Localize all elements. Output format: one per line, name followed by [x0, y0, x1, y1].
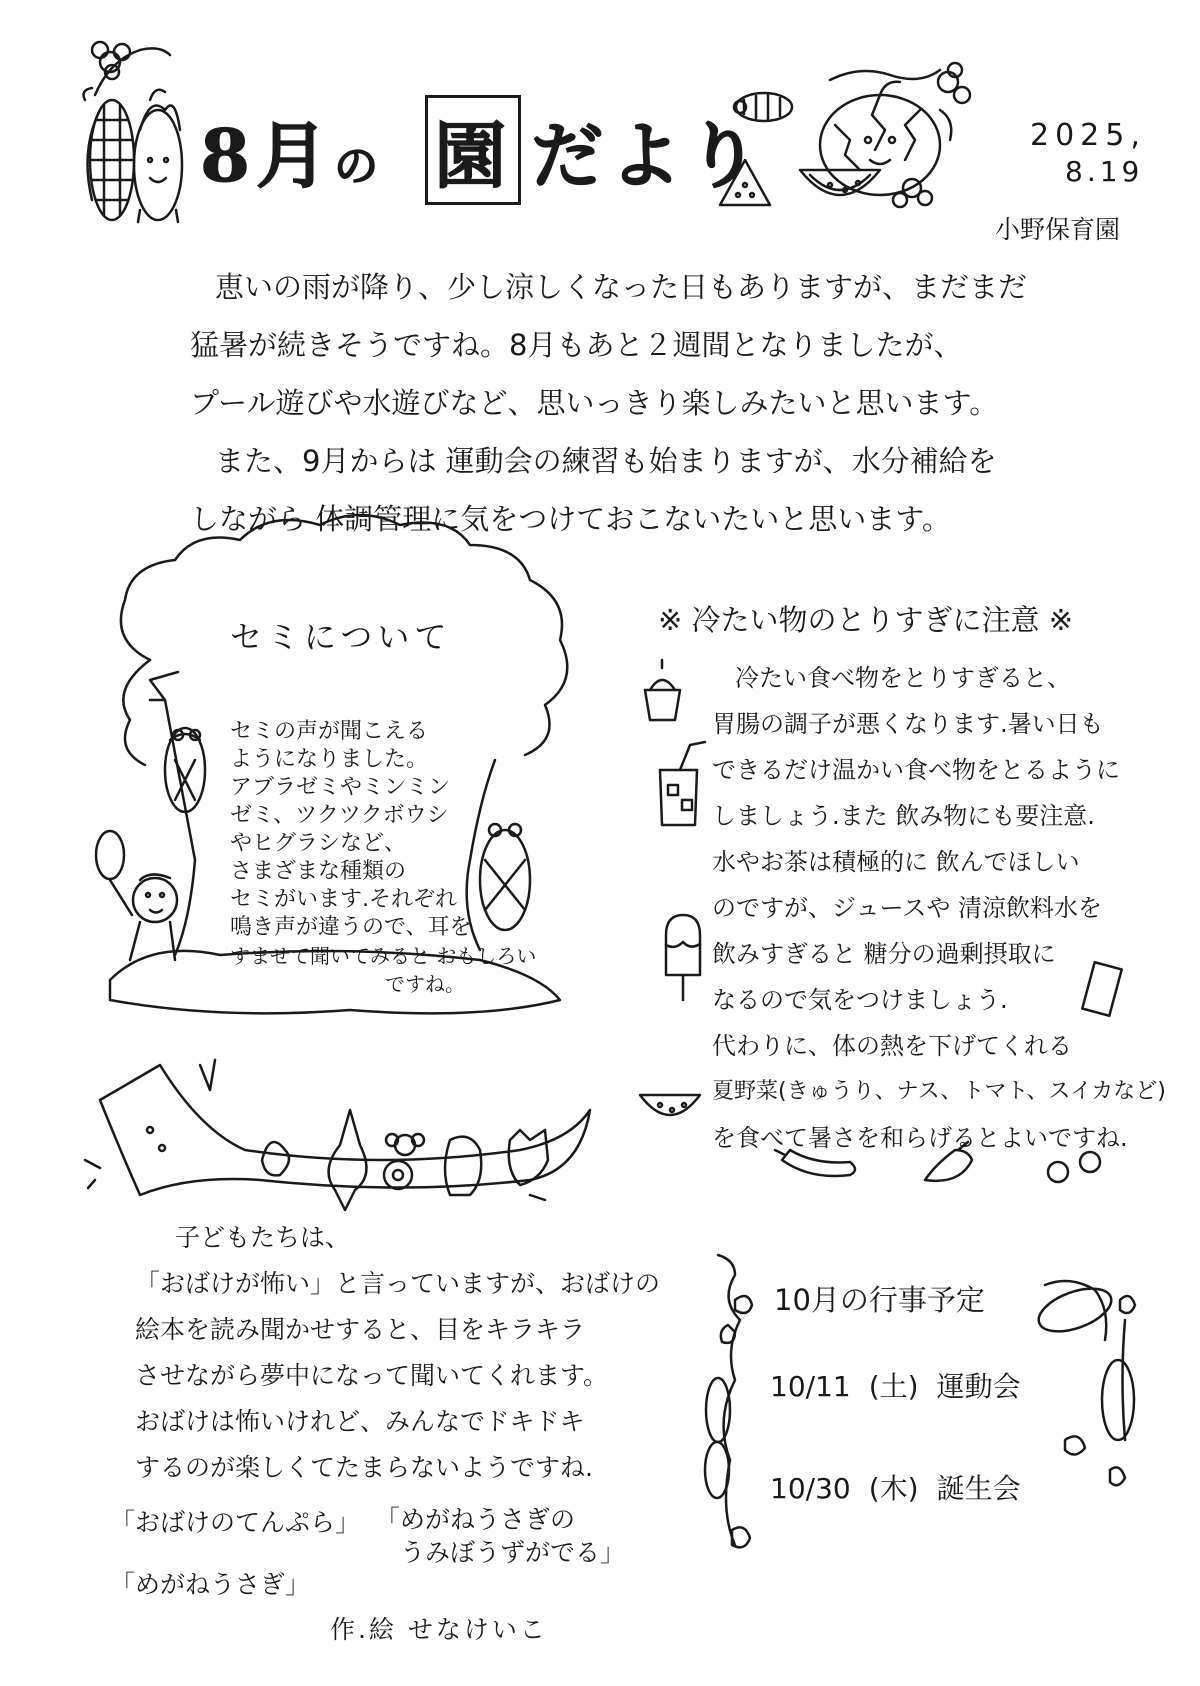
- title-month: 8月: [200, 113, 335, 198]
- cicada-line: すませて聞いてみると おもしろい: [230, 944, 537, 968]
- cicada-line: 鳴き声が違うので、耳を: [230, 915, 472, 940]
- cold-title: ※ 冷たい物のとりすぎに注意 ※: [658, 603, 1074, 637]
- cicada-line: やヒグラシなど、: [230, 831, 407, 856]
- events-title: 10月の行事予定: [774, 1283, 985, 1317]
- cicada-line: ですね。: [385, 972, 465, 996]
- cold-line: 夏野菜(きゅうり、ナス、トマト、スイカなど): [712, 1079, 1166, 1104]
- cold-line: なるので気をつけましょう.: [712, 986, 1008, 1014]
- kids-line: させながら夢中になって聞いてくれます。: [135, 1361, 609, 1390]
- event-name: 誕生会: [936, 1472, 1021, 1505]
- title-dayori: だより: [531, 113, 766, 198]
- event-day: (木): [868, 1472, 919, 1505]
- kids-line: 子どもたちは、: [175, 1223, 351, 1252]
- book-title-2b: うみぼうずがでる」: [400, 1538, 626, 1567]
- title-no: の: [334, 141, 385, 192]
- event-date: 10/30: [770, 1472, 851, 1505]
- book-author: 作.絵 せなけいこ: [330, 1615, 548, 1644]
- event-day: (土): [868, 1370, 919, 1403]
- date-year: 2025,: [1030, 118, 1146, 153]
- cicada-line: アブラゼミやミンミン: [230, 775, 451, 800]
- cold-line: できるだけ温かい食べ物をとるように: [712, 756, 1120, 784]
- cicada-line: セミがいます.それぞれ: [230, 887, 457, 912]
- kids-line: 絵本を読み聞かせすると、目をキラキラ: [135, 1315, 586, 1344]
- cicada-line: さまざまな種類の: [230, 859, 407, 884]
- cold-line: 飲みすぎると 糖分の過剰摂取に: [712, 940, 1056, 968]
- book-title-3: 「めがねうさぎ」: [110, 1570, 311, 1599]
- book-title-1: 「おばけのてんぷら」: [110, 1508, 361, 1537]
- cold-line: 胃腸の調子が悪くなります.暑い日も: [712, 710, 1104, 738]
- cicada-line: ようになりました。: [230, 747, 429, 772]
- event-item: [770, 1365, 1039, 1405]
- intro-line: 猛暑が続きそうですね。8月もあと２週間となりましたが、: [190, 328, 963, 362]
- intro-line: 恵いの雨が降り、少し涼しくなった日もありますが、まだまだ: [215, 270, 1028, 304]
- cold-line: 水やお茶は積極的に 飲んでほしい: [712, 848, 1080, 876]
- book-title-2a: 「めがねうさぎの: [375, 1505, 576, 1534]
- event-date: 10/11: [770, 1370, 851, 1403]
- cold-line: 代わりに、体の熱を下げてくれる: [712, 1032, 1072, 1060]
- intro-line: プール遊びや水遊びなど、思いっきり楽しみたいと思います。: [190, 386, 999, 420]
- kids-line: おばけは怖いけれど、みんなでドキドキ: [135, 1407, 585, 1436]
- cicada-line: セミの声が聞こえる: [230, 719, 429, 744]
- event-name: 運動会: [936, 1370, 1021, 1403]
- intro-line: また、9月からは 運動会の練習も始まりますが、水分補給を: [215, 444, 997, 478]
- kids-line: するのが楽しくてたまらないようですね.: [135, 1453, 593, 1482]
- event-item: [770, 1467, 1039, 1507]
- cold-line: 冷たい食べ物をとりすぎると、: [735, 664, 1071, 692]
- kids-line: 「おばけが怖い」と言っていますが、おばけの: [135, 1269, 661, 1298]
- title-en: 園: [425, 95, 521, 205]
- school-name: 小野保育園: [995, 215, 1121, 244]
- cold-line: のですが、ジュースや 清涼飲料水を: [712, 894, 1102, 922]
- cold-line: しましょう.また 飲み物にも要注意.: [712, 802, 1095, 830]
- intro-line: しながら 体調管理に気をつけておこないたいと思います。: [190, 502, 951, 536]
- date-monthday: 8.19: [1065, 155, 1144, 188]
- cold-line: を食べて暑さを和らげるとよいですね.: [712, 1124, 1128, 1152]
- cicada-line: ゼミ、ツクツクボウシ: [230, 803, 449, 828]
- cicada-title: セミについて: [230, 618, 452, 656]
